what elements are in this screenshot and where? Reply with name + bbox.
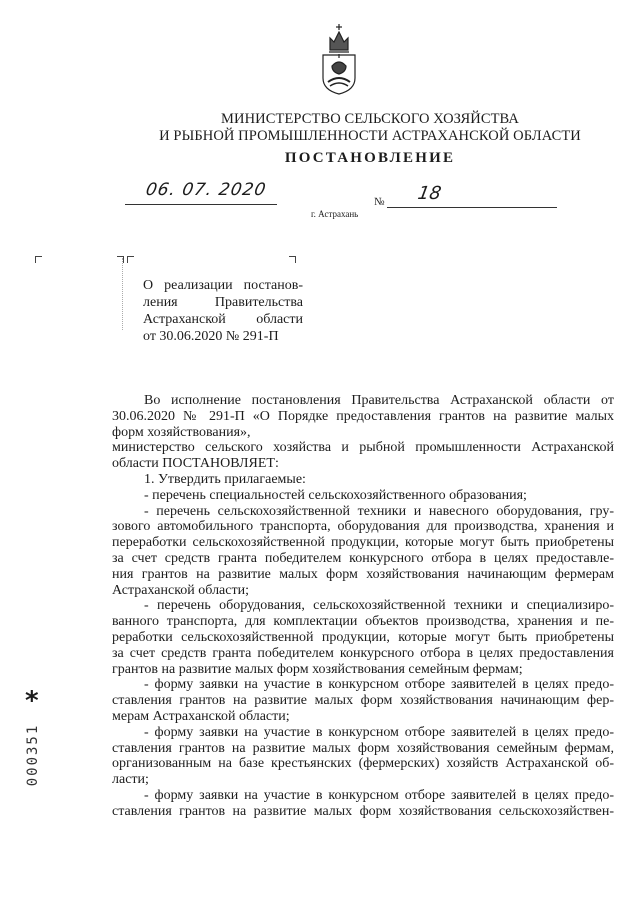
body-line: - перечень специальностей сельскохозяйственного образования; <box>144 487 527 503</box>
document-date: 06. 07. 2020 <box>144 180 268 200</box>
city-name: г. Астрахань <box>311 209 359 219</box>
body-line: за счет средств гранта победителем конкурсного отбора в целях предоставле- <box>112 550 614 566</box>
body-line: ласти; <box>112 772 149 788</box>
date-underline <box>125 204 277 205</box>
ministry-name-line-2: И РЫБНОЙ ПРОМЫШЛЕННОСТИ АСТРАХАНСКОЙ ОБЛАСТИ <box>159 128 581 144</box>
document-type: ПОСТАНОВЛЕНИЕ <box>284 150 456 166</box>
body-line: 1. Утвердить прилагаемые: <box>144 471 306 487</box>
body-line: ния грантов на развитие малых форм хозяйствования начинающим фермерам <box>112 566 614 582</box>
body-line: реработки сельскохозяйственной продукции, которые могут быть приобретены <box>112 629 614 645</box>
body-line: - перечень оборудования, сельскохозяйственной техники и специализиро- <box>144 598 614 614</box>
body-line: - форму заявки на участие в конкурсном отборе заявителей в целях предо- <box>144 677 614 693</box>
number-sign: № <box>374 196 385 208</box>
body-line: ставления грантов на развитие малых форм хозяйствования сельскохозяйствен- <box>112 803 614 819</box>
body-line: зового автомобильного транспорта, оборудования для производства, хранения и <box>112 519 614 535</box>
body-line: мерам Астраханской области; <box>112 708 290 724</box>
asterisk-stamp: * <box>25 686 39 716</box>
margin-corner-mark <box>35 256 42 263</box>
body-line: форм хозяйствования», <box>112 424 251 440</box>
body-line: Во исполнение постановления Правительства Астраханской области от <box>144 393 614 408</box>
body-line: 30.06.2020 № 291-П «О Порядке предоставления грантов на развитие малых <box>112 408 614 424</box>
subject-corner-mark <box>289 256 296 263</box>
body-line: - перечень сельскохозяйственной техники и навесного оборудования, гру- <box>144 503 614 519</box>
body-line: грантов на развитие малых форм хозяйствования семейным фермам; <box>112 661 523 677</box>
document-subject <box>143 277 303 345</box>
body-line: области ПОСТАНОВЛЯЕТ: <box>112 456 279 472</box>
body-line: ванного транспорта, для комплектации объектов производства, хранения и пе- <box>112 614 614 630</box>
astrakhan-coat-of-arms <box>320 22 358 96</box>
body-line: министерство сельского хозяйства и рыбной промышленности Астраханской <box>112 440 614 456</box>
document-number: 18 <box>416 183 443 204</box>
body-line: ставления грантов на развитие малых форм хозяйствования начинающим фер- <box>112 693 614 709</box>
number-underline <box>387 207 557 208</box>
body-line: - форму заявки на участие в конкурсном отборе заявителей в целях предо- <box>144 787 614 803</box>
subject-line: Астраханской области <box>143 312 303 327</box>
body-line: - форму заявки на участие в конкурсном отборе заявителей в целях предо- <box>144 724 614 740</box>
body-line: организованным на базе крестьянских (фермерских) хозяйств Астраханской об- <box>112 756 614 772</box>
subject-line: ления Правительства <box>143 295 303 310</box>
margin-guide-line <box>122 258 123 330</box>
body-line: ставления грантов на развитие малых форм хозяйствования семейным фермам, <box>112 740 614 756</box>
ministry-name-line-1: МИНИСТЕРСТВО СЕЛЬСКОГО ХОЗЯЙСТВА <box>221 111 519 127</box>
subject-line: О реализации постанов- <box>143 278 303 293</box>
subject-line: от 30.06.2020 № 291-П <box>143 329 279 344</box>
body-line: Астраханской области; <box>112 582 249 598</box>
document-body <box>112 393 614 820</box>
serial-number-stamp: 000351 <box>25 723 41 787</box>
body-line: за счет средств гранта победителем конкурсного отбора в целях предоставления <box>112 645 614 661</box>
body-line: переработки сельскохозяйственной продукции, которые могут быть приобретены <box>112 535 614 551</box>
subject-corner-mark <box>127 256 134 263</box>
